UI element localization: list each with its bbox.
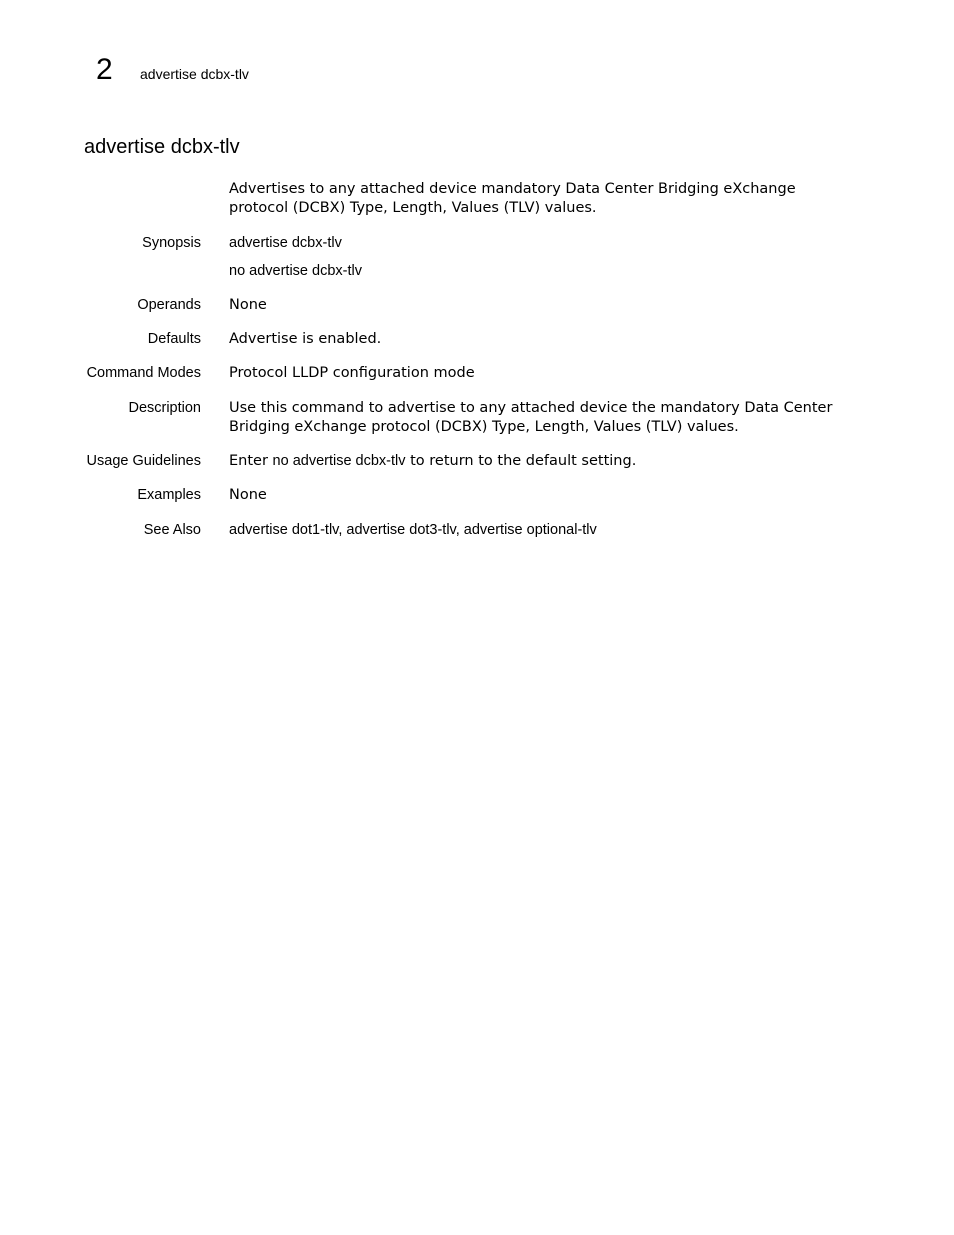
- examples-label: Examples: [137, 487, 201, 503]
- see-also-label: See Also: [143, 522, 201, 538]
- synopsis-label: Synopsis: [142, 235, 201, 251]
- command-modes-label: Command Modes: [86, 365, 201, 381]
- description-text: Use this command to advertise to any attached device the mandatory Data Center Bridging eXchange protocol (DCBX) Type, Length, Values (TLV) values.: [229, 400, 833, 435]
- defaults-text: Advertise is enabled.: [229, 331, 382, 347]
- operands-text: None: [229, 297, 267, 313]
- usage-prefix: Enter: [229, 453, 273, 469]
- see-also-links[interactable]: advertise dot1-tlv, advertise dot3-tlv, advertise optional-tlv: [229, 522, 597, 538]
- examples-text: None: [229, 487, 267, 503]
- running-header-title: advertise dcbx-tlv: [140, 66, 249, 82]
- usage-guidelines-text: [229, 452, 854, 471]
- synopsis-no-command: no advertise dcbx-tlv: [229, 263, 362, 279]
- defaults-label: Defaults: [147, 331, 201, 347]
- usage-command: no advertise dcbx-tlv: [272, 453, 406, 469]
- page-title: advertise dcbx-tlv: [84, 136, 240, 158]
- operands-label: Operands: [137, 297, 201, 313]
- intro-paragraph: Advertises to any attached device mandatory Data Center Bridging eXchange protocol (DCBX) Type, Length, Values (TLV) values.: [229, 181, 796, 216]
- usage-suffix: to return to the default setting.: [405, 453, 637, 469]
- description-label: Description: [128, 400, 201, 416]
- command-modes-text: Protocol LLDP configuration mode: [229, 365, 475, 381]
- usage-guidelines-label: Usage Guidelines: [86, 453, 201, 469]
- synopsis-body: [229, 234, 854, 281]
- synopsis-command: advertise dcbx-tlv: [229, 235, 342, 251]
- chapter-number: 2: [96, 53, 113, 86]
